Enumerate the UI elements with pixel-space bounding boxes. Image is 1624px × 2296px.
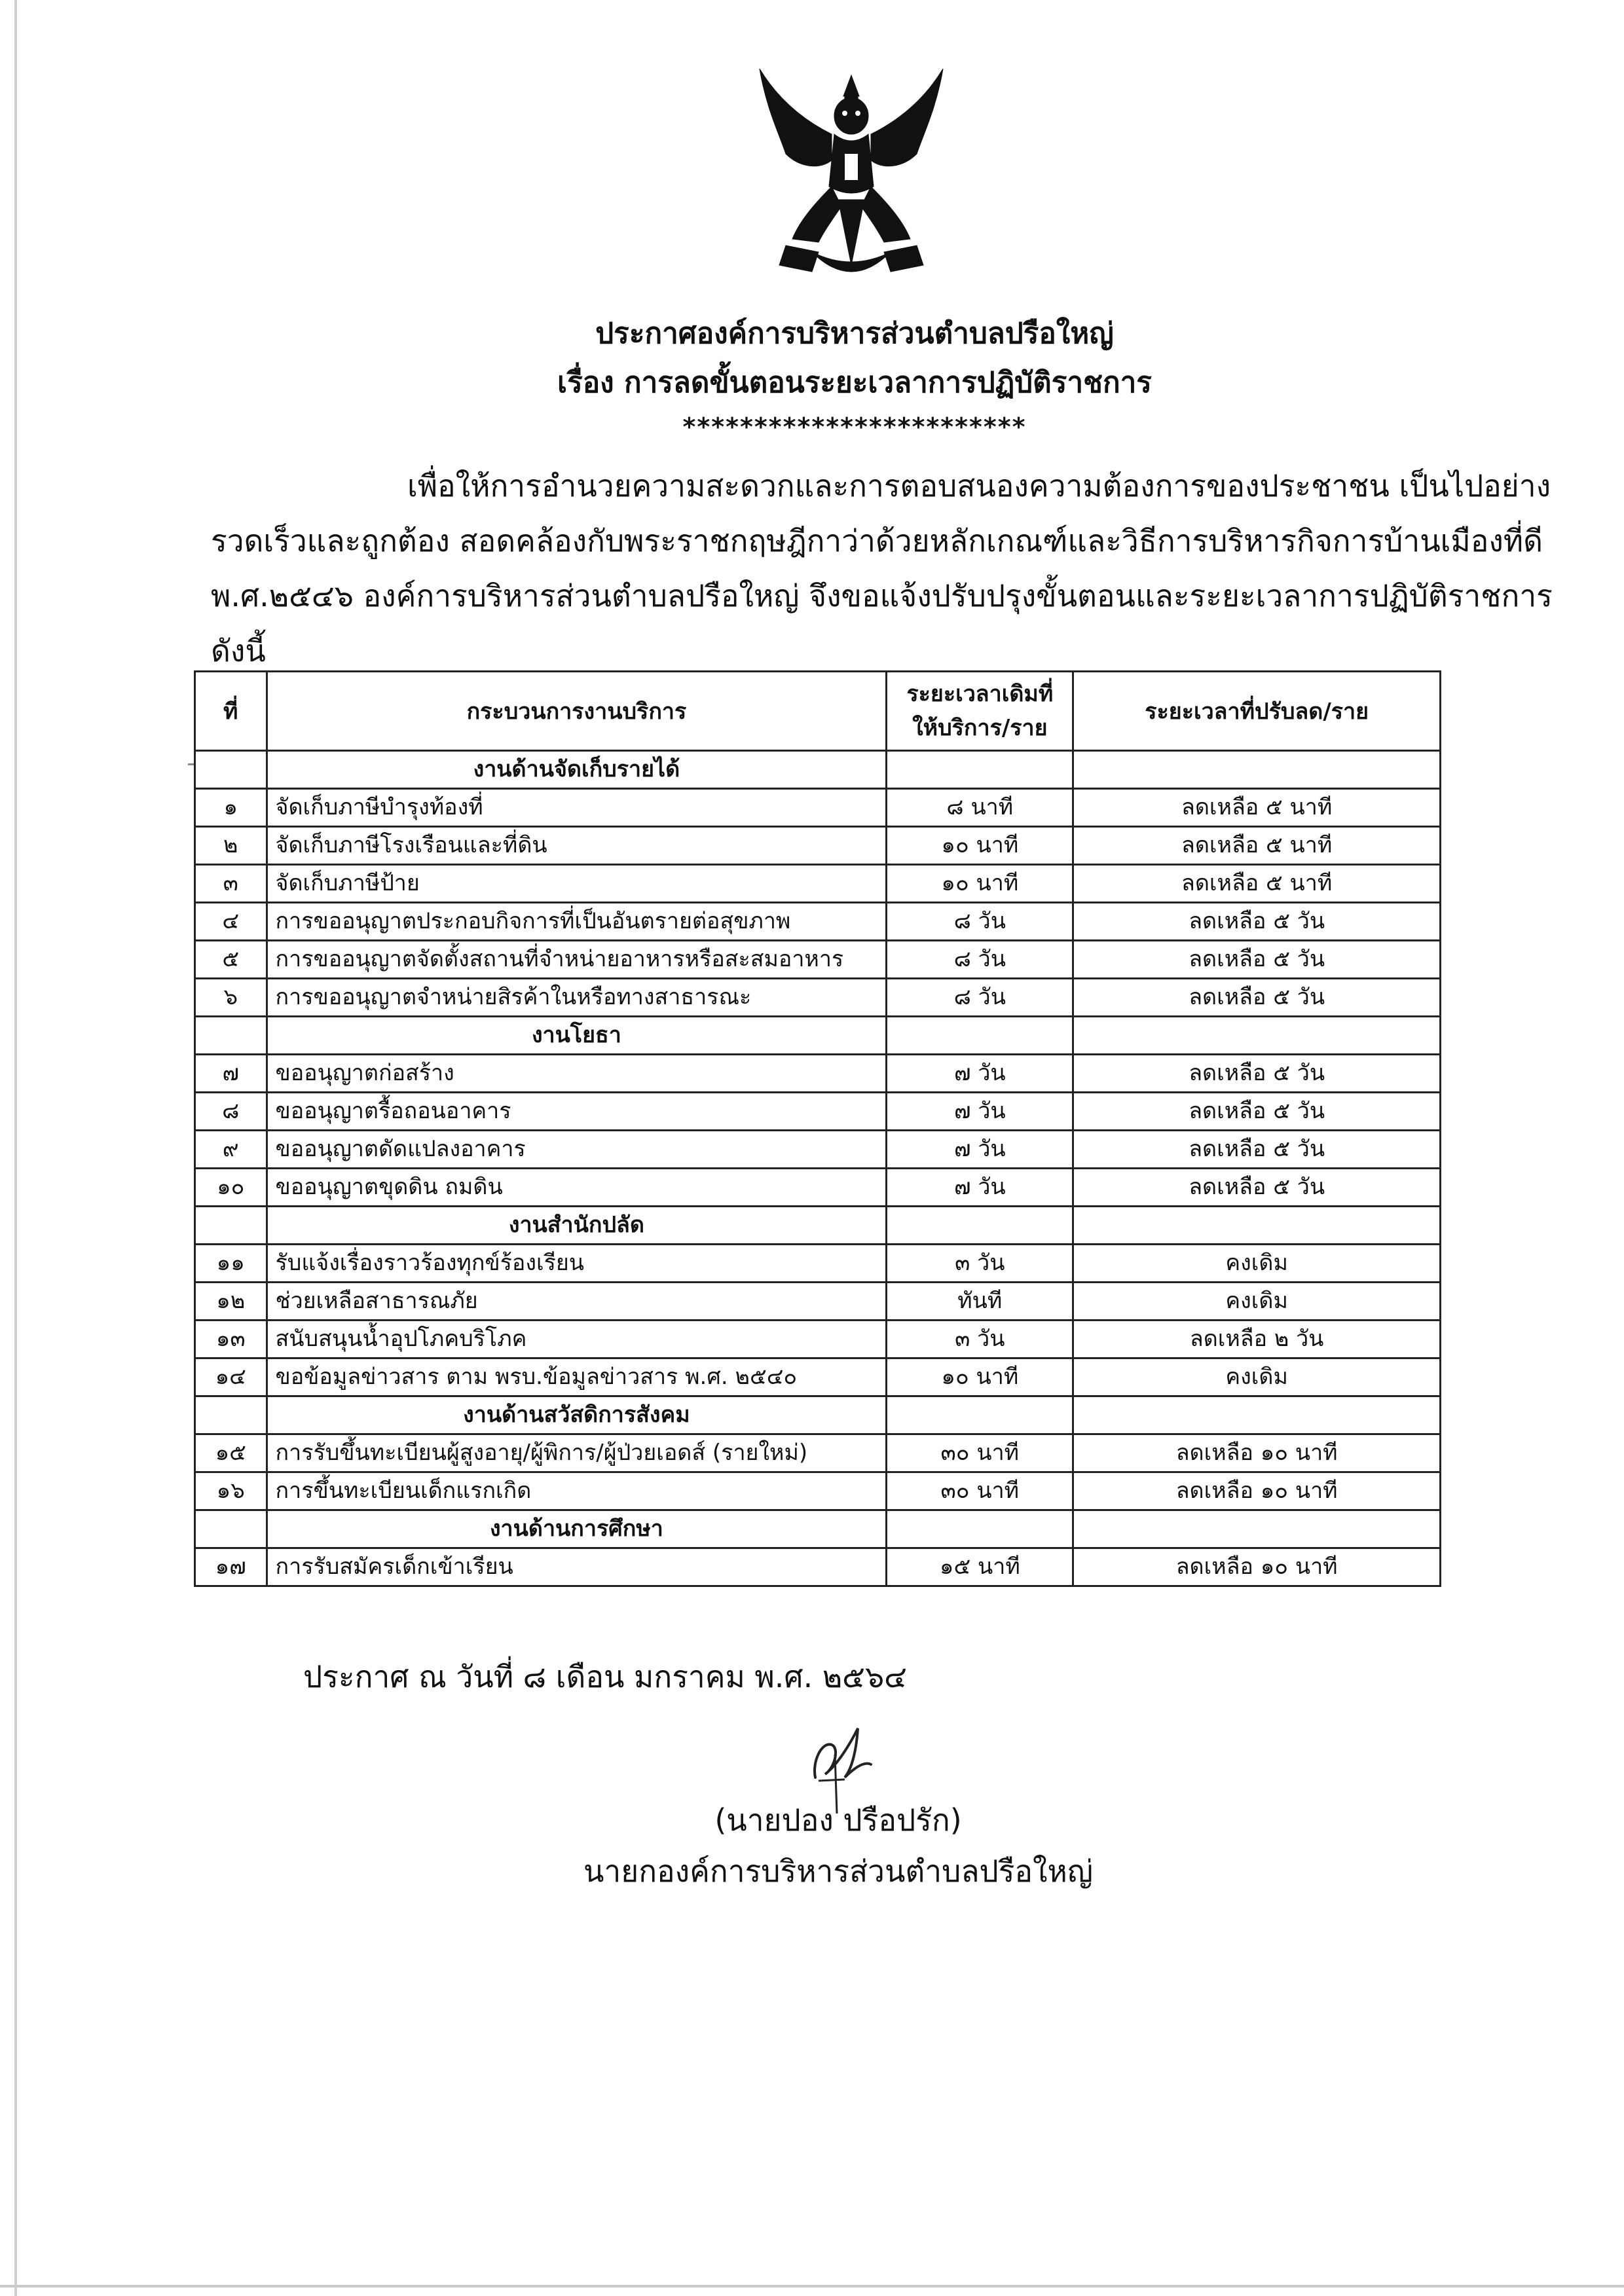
row-process: การขออนุญาตจัดตั้งสถานที่จำหน่ายอาหารหรือสะสมอาหาร bbox=[267, 941, 887, 979]
signer-name: (นายปอง ปรือปรัก) bbox=[714, 1802, 962, 1838]
section-new-cell bbox=[1073, 1017, 1441, 1055]
row-old-time: ๓๐ นาที bbox=[887, 1472, 1073, 1510]
table-row bbox=[195, 1245, 1441, 1283]
row-no: ๑๕ bbox=[195, 1434, 267, 1472]
intro-line-3: พ.ศ.๒๕๔๖ องค์การบริหารส่วนตำบลปรือใหญ่ จึงขอแจ้งปรับปรุงขั้นตอนและระยะเวลาการปฏิบัติราชการ bbox=[211, 578, 1553, 613]
section-old-cell bbox=[887, 1510, 1073, 1548]
table-row bbox=[195, 1472, 1441, 1510]
section-title: งานด้านสวัสดิการสังคม bbox=[267, 1396, 887, 1434]
row-no: ๖ bbox=[195, 979, 267, 1017]
header-old-time-line2: ให้บริการ/ราย bbox=[912, 715, 1048, 741]
row-process: ขออนุญาตดัดแปลงอาคาร bbox=[267, 1131, 887, 1169]
table-row bbox=[195, 1169, 1441, 1207]
row-no: ๔ bbox=[195, 903, 267, 941]
row-process: ขออนุญาตขุดดิน ถมดิน bbox=[267, 1169, 887, 1207]
row-no: ๗ bbox=[195, 1055, 267, 1093]
row-new-time: คงเดิม bbox=[1073, 1283, 1441, 1321]
scan-edge-bottom bbox=[0, 2285, 1624, 2287]
row-process: สนับสนุนน้ำอุปโภคบริโภค bbox=[267, 1321, 887, 1358]
row-process: รับแจ้งเรื่องราวร้องทุกข์ร้องเรียน bbox=[267, 1245, 887, 1283]
section-row bbox=[195, 1017, 1441, 1055]
row-old-time: ๓ วัน bbox=[887, 1321, 1073, 1358]
signer-position: นายกองค์การบริหารส่วนตำบลปรือใหญ่ bbox=[583, 1853, 1094, 1889]
row-process: การรับสมัครเด็กเข้าเรียน bbox=[267, 1548, 887, 1586]
table-row bbox=[195, 1283, 1441, 1321]
row-new-time: ลดเหลือ ๑๐ นาที bbox=[1073, 1434, 1441, 1472]
row-old-time: ๗ วัน bbox=[887, 1055, 1073, 1093]
row-new-time: ลดเหลือ ๕ วัน bbox=[1073, 903, 1441, 941]
header-old-time bbox=[887, 672, 1073, 751]
row-new-time: คงเดิม bbox=[1073, 1358, 1441, 1396]
service-time-table bbox=[194, 670, 1441, 1587]
row-process: ขอข้อมูลข่าวสาร ตาม พรบ.ข้อมูลข่าวสาร พ.ศ. ๒๕๔๐ bbox=[267, 1358, 887, 1396]
section-no-cell bbox=[195, 751, 267, 789]
row-no: ๑๑ bbox=[195, 1245, 267, 1283]
row-process: การขออนุญาตจำหน่ายสิรค้าในหรือทางสาธารณะ bbox=[267, 979, 887, 1017]
table-row bbox=[195, 1093, 1441, 1131]
table-row bbox=[195, 1548, 1441, 1586]
row-new-time: ลดเหลือ ๕ วัน bbox=[1073, 979, 1441, 1017]
row-process: การรับขึ้นทะเบียนผู้สูงอายุ/ผู้พิการ/ผู้ป่วยเอดส์ (รายใหม่) bbox=[267, 1434, 887, 1472]
row-no: ๑๓ bbox=[195, 1321, 267, 1358]
row-old-time: ๗ วัน bbox=[887, 1131, 1073, 1169]
row-new-time: ลดเหลือ ๑๐ นาที bbox=[1073, 1472, 1441, 1510]
row-new-time: ลดเหลือ ๕ วัน bbox=[1073, 1055, 1441, 1093]
row-no: ๘ bbox=[195, 1093, 267, 1131]
row-no: ๑๗ bbox=[195, 1548, 267, 1586]
row-no: ๑๔ bbox=[195, 1358, 267, 1396]
announcement-title: ประกาศองค์การบริหารส่วนตำบลปรือใหญ่ bbox=[595, 317, 1114, 350]
intro-line-4: ดังนี้ bbox=[211, 633, 266, 668]
section-title: งานด้านจัดเก็บรายได้ bbox=[267, 751, 887, 789]
section-row bbox=[195, 1396, 1441, 1434]
section-row bbox=[195, 751, 1441, 789]
row-new-time: ลดเหลือ ๕ วัน bbox=[1073, 1169, 1441, 1207]
table-row bbox=[195, 979, 1441, 1017]
row-no: ๑๒ bbox=[195, 1283, 267, 1321]
row-old-time: ๗ วัน bbox=[887, 1169, 1073, 1207]
announcement-subject: เรื่อง การลดขั้นตอนระยะเวลาการปฏิบัติราชการ bbox=[557, 366, 1152, 399]
header-new-time: ระยะเวลาที่ปรับลด/ราย bbox=[1073, 672, 1441, 751]
row-process: จัดเก็บภาษีบำรุงท้องที่ bbox=[267, 789, 887, 827]
row-new-time: ลดเหลือ ๕ วัน bbox=[1073, 941, 1441, 979]
row-process: ขออนุญาตรื้อถอนอาคาร bbox=[267, 1093, 887, 1131]
signature-icon bbox=[779, 1715, 897, 1813]
intro-line-1: เพื่อให้การอำนวยความสะดวกและการตอบสนองความต้องการของประชาชน เป็นไปอย่าง bbox=[407, 468, 1551, 503]
table-row bbox=[195, 1055, 1441, 1093]
row-process: จัดเก็บภาษีโรงเรือนและที่ดิน bbox=[267, 827, 887, 865]
section-row bbox=[195, 1207, 1441, 1245]
section-no-cell bbox=[195, 1510, 267, 1548]
row-old-time: ทันที bbox=[887, 1283, 1073, 1321]
row-new-time: ลดเหลือ ๕ นาที bbox=[1073, 865, 1441, 903]
section-new-cell bbox=[1073, 1207, 1441, 1245]
section-no-cell bbox=[195, 1207, 267, 1245]
section-row bbox=[195, 1510, 1441, 1548]
row-old-time: ๗ วัน bbox=[887, 1093, 1073, 1131]
row-old-time: ๓ วัน bbox=[887, 1245, 1073, 1283]
row-process: จัดเก็บภาษีป้าย bbox=[267, 865, 887, 903]
row-new-time: คงเดิม bbox=[1073, 1245, 1441, 1283]
row-old-time: ๑๐ นาที bbox=[887, 865, 1073, 903]
section-title: งานสำนักปลัด bbox=[267, 1207, 887, 1245]
table-row bbox=[195, 865, 1441, 903]
row-no: ๑๖ bbox=[195, 1472, 267, 1510]
table-row bbox=[195, 941, 1441, 979]
section-new-cell bbox=[1073, 1510, 1441, 1548]
intro-line-2: รวดเร็วและถูกต้อง สอดคล้องกับพระราชกฤษฎีกาว่าด้วยหลักเกณฑ์และวิธีการบริหารกิจการบ้านเมืองที่ดี bbox=[211, 523, 1543, 558]
row-new-time: ลดเหลือ ๕ นาที bbox=[1073, 827, 1441, 865]
row-new-time: ลดเหลือ ๕ วัน bbox=[1073, 1131, 1441, 1169]
section-no-cell bbox=[195, 1396, 267, 1434]
row-process: การขึ้นทะเบียนเด็กแรกเกิด bbox=[267, 1472, 887, 1510]
section-old-cell bbox=[887, 751, 1073, 789]
row-process: ขออนุญาตก่อสร้าง bbox=[267, 1055, 887, 1093]
section-title: งานโยธา bbox=[267, 1017, 887, 1055]
row-old-time: ๑๕ นาที bbox=[887, 1548, 1073, 1586]
row-old-time: ๑๐ นาที bbox=[887, 827, 1073, 865]
announcement-date: ประกาศ ณ วันที่ ๘ เดือน มกราคม พ.ศ. ๒๕๖๔ bbox=[303, 1659, 907, 1694]
row-old-time: ๓๐ นาที bbox=[887, 1434, 1073, 1472]
table-row bbox=[195, 1358, 1441, 1396]
table-row bbox=[195, 827, 1441, 865]
row-old-time: ๑๐ นาที bbox=[887, 1358, 1073, 1396]
row-new-time: ลดเหลือ ๕ วัน bbox=[1073, 1093, 1441, 1131]
table-row bbox=[195, 903, 1441, 941]
row-old-time: ๘ วัน bbox=[887, 903, 1073, 941]
table-body bbox=[195, 751, 1441, 1586]
table-row bbox=[195, 1434, 1441, 1472]
section-old-cell bbox=[887, 1396, 1073, 1434]
header-no: ที่ bbox=[195, 672, 267, 751]
row-no: ๓ bbox=[195, 865, 267, 903]
section-new-cell bbox=[1073, 751, 1441, 789]
header-process: กระบวนการงานบริการ bbox=[267, 672, 887, 751]
table-row bbox=[195, 1321, 1441, 1358]
row-process: ช่วยเหลือสาธารณภัย bbox=[267, 1283, 887, 1321]
row-old-time: ๘ วัน bbox=[887, 941, 1073, 979]
section-old-cell bbox=[887, 1207, 1073, 1245]
row-no: ๙ bbox=[195, 1131, 267, 1169]
title-divider: ************************ bbox=[682, 412, 1027, 441]
row-old-time: ๘ วัน bbox=[887, 979, 1073, 1017]
table-header-row bbox=[195, 672, 1441, 751]
row-no: ๕ bbox=[195, 941, 267, 979]
row-no: ๒ bbox=[195, 827, 267, 865]
section-new-cell bbox=[1073, 1396, 1441, 1434]
section-no-cell bbox=[195, 1017, 267, 1055]
row-new-time: ลดเหลือ ๑๐ นาที bbox=[1073, 1548, 1441, 1586]
row-no: ๑๐ bbox=[195, 1169, 267, 1207]
section-title: งานด้านการศึกษา bbox=[267, 1510, 887, 1548]
row-new-time: ลดเหลือ ๒ วัน bbox=[1073, 1321, 1441, 1358]
row-old-time: ๘ นาที bbox=[887, 789, 1073, 827]
section-old-cell bbox=[887, 1017, 1073, 1055]
row-new-time: ลดเหลือ ๕ นาที bbox=[1073, 789, 1441, 827]
garuda-emblem-icon bbox=[733, 56, 969, 291]
header-old-time-line1: ระยะเวลาเดิมที่ bbox=[906, 681, 1054, 707]
row-process: การขออนุญาตประกอบกิจการที่เป็นอันตรายต่อสุขภาพ bbox=[267, 903, 887, 941]
table-row bbox=[195, 789, 1441, 827]
row-no: ๑ bbox=[195, 789, 267, 827]
table-row bbox=[195, 1131, 1441, 1169]
